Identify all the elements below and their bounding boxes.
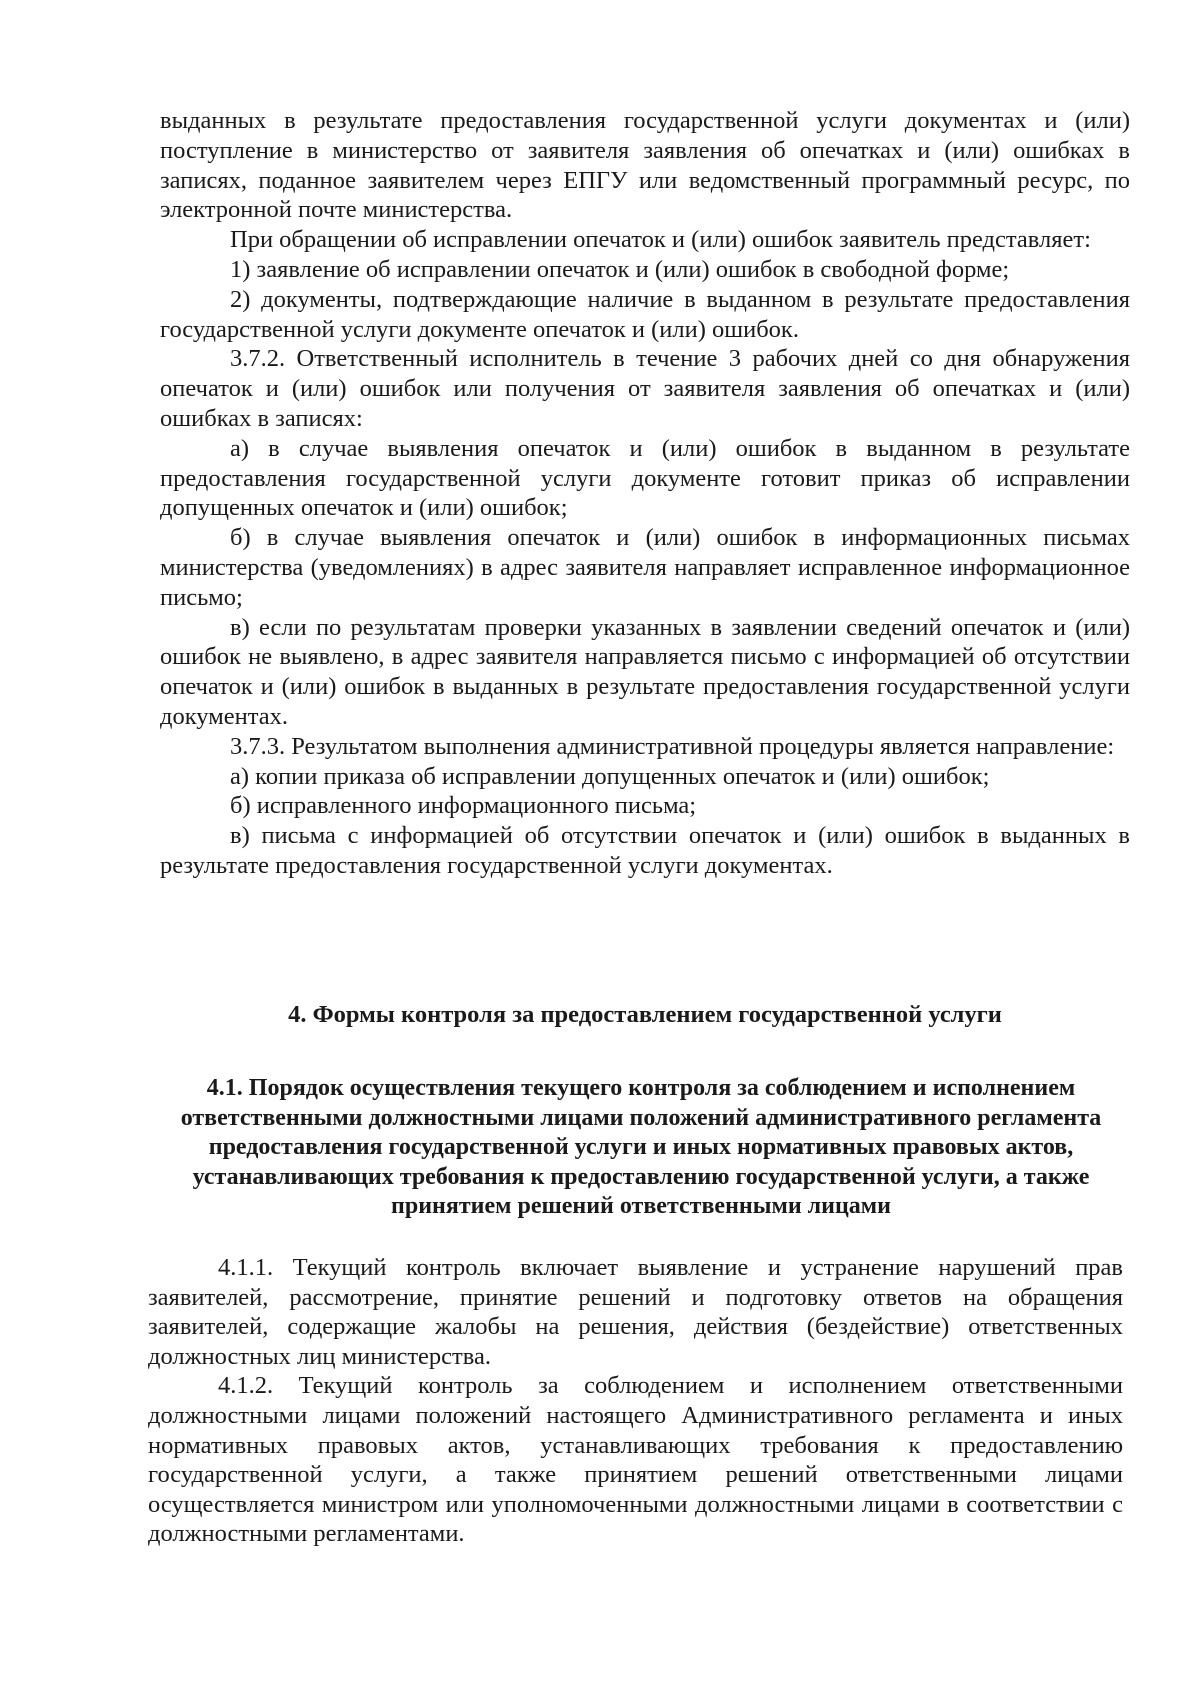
paragraph-intro-continuation: выданных в результате предоставления государственной услуги документах и (или) поступление в министерство от заявителя заявления об опечатках и (или) ошибках в записях, поданное заявителем через ЕПГУ или ведомственный программный ресурс, по электронной почте министерства.: [160, 107, 1130, 224]
list-item-3-7-2-v: в) если по результатам проверки указанных в заявлении сведений опечаток и (или) ошибок не выявлено, в адрес заявителя направляется письмо с информацией об отсутствии опечаток и (или) ошибок в выданных в результате предоставления государственной услуги документах.: [160, 613, 1130, 730]
list-item-3-7-3-a: а) копии приказа об исправлении допущенных опечаток и (или) ошибок;: [230, 762, 990, 790]
section-4-heading: 4. Формы контроля за предоставлением государственной услуги: [288, 1001, 1002, 1028]
list-item-3-7-3-b: б) исправленного информационного письма;: [230, 792, 697, 820]
paragraph-applicant-submits: При обращении об исправлении опечаток и (или) ошибок заявитель представляет:: [230, 226, 1091, 254]
body-text-lower: [148, 1253, 1123, 1549]
list-item-3-7-3-v: в) письма с информацией об отсутствии опечаток и (или) ошибок в выданных в результате предоставления государственной услуги документах.: [160, 822, 1130, 879]
paragraph-4-1-1: 4.1.1. Текущий контроль включает выявление и устранение нарушений прав заявителей, рассмотрение, принятие решений и подготовку ответов на обращения заявителей, содержащие жалобы на решения, действия (бездействие) ответственных должностных лиц министерства.: [148, 1254, 1123, 1370]
list-item-2: 2) документы, подтверждающие наличие в выданном в результате предоставления государственной услуги документе опечаток и (или) ошибок.: [160, 285, 1130, 343]
paragraph-3-7-2: 3.7.2. Ответственный исполнитель в течение 3 рабочих дней со дня обнаружения опечаток и (или) ошибок или получения от заявителя заявления об опечатках и (или) ошибках в записях:: [160, 345, 1130, 432]
list-item-1: 1) заявление об исправлении опечаток и (или) ошибок в свободной форме;: [230, 255, 1010, 283]
section-4-1-heading: 4.1. Порядок осуществления текущего контроля за соблюдением и исполнением ответственными должностными лицами положений административного регламента предоставления государственной услуги и иных нормативных правовых актов, устанавливающих требования к предоставлению государственной услуги, а также принятием решений ответственными лицами: [180, 1075, 1102, 1219]
list-item-3-7-2-a: а) в случае выявления опечаток и (или) ошибок в выданном в результате предоставления государственной услуги документе готовит приказ об исправлении допущенных опечаток и (или) ошибок;: [160, 434, 1130, 522]
paragraph-4-1-2: 4.1.2. Текущий контроль за соблюдением и исполнением ответственными должностными лицами положений настоящего Административного регламента и иных нормативных правовых актов, устанавливающих требования к предоставлению государственной услуги, а также принятием решений ответственными лицами осуществляется министром или уполномоченными должностными лицами в соответствии с должностными регламентами.: [148, 1372, 1123, 1548]
body-text-upper: [160, 106, 1130, 881]
list-item-3-7-2-b: б) в случае выявления опечаток и (или) ошибок в информационных письмах министерства (уведомлениях) в адрес заявителя направляет исправленное информационное письмо;: [160, 524, 1130, 611]
paragraph-3-7-3: 3.7.3. Результатом выполнения административной процедуры является направление:: [230, 732, 1115, 760]
